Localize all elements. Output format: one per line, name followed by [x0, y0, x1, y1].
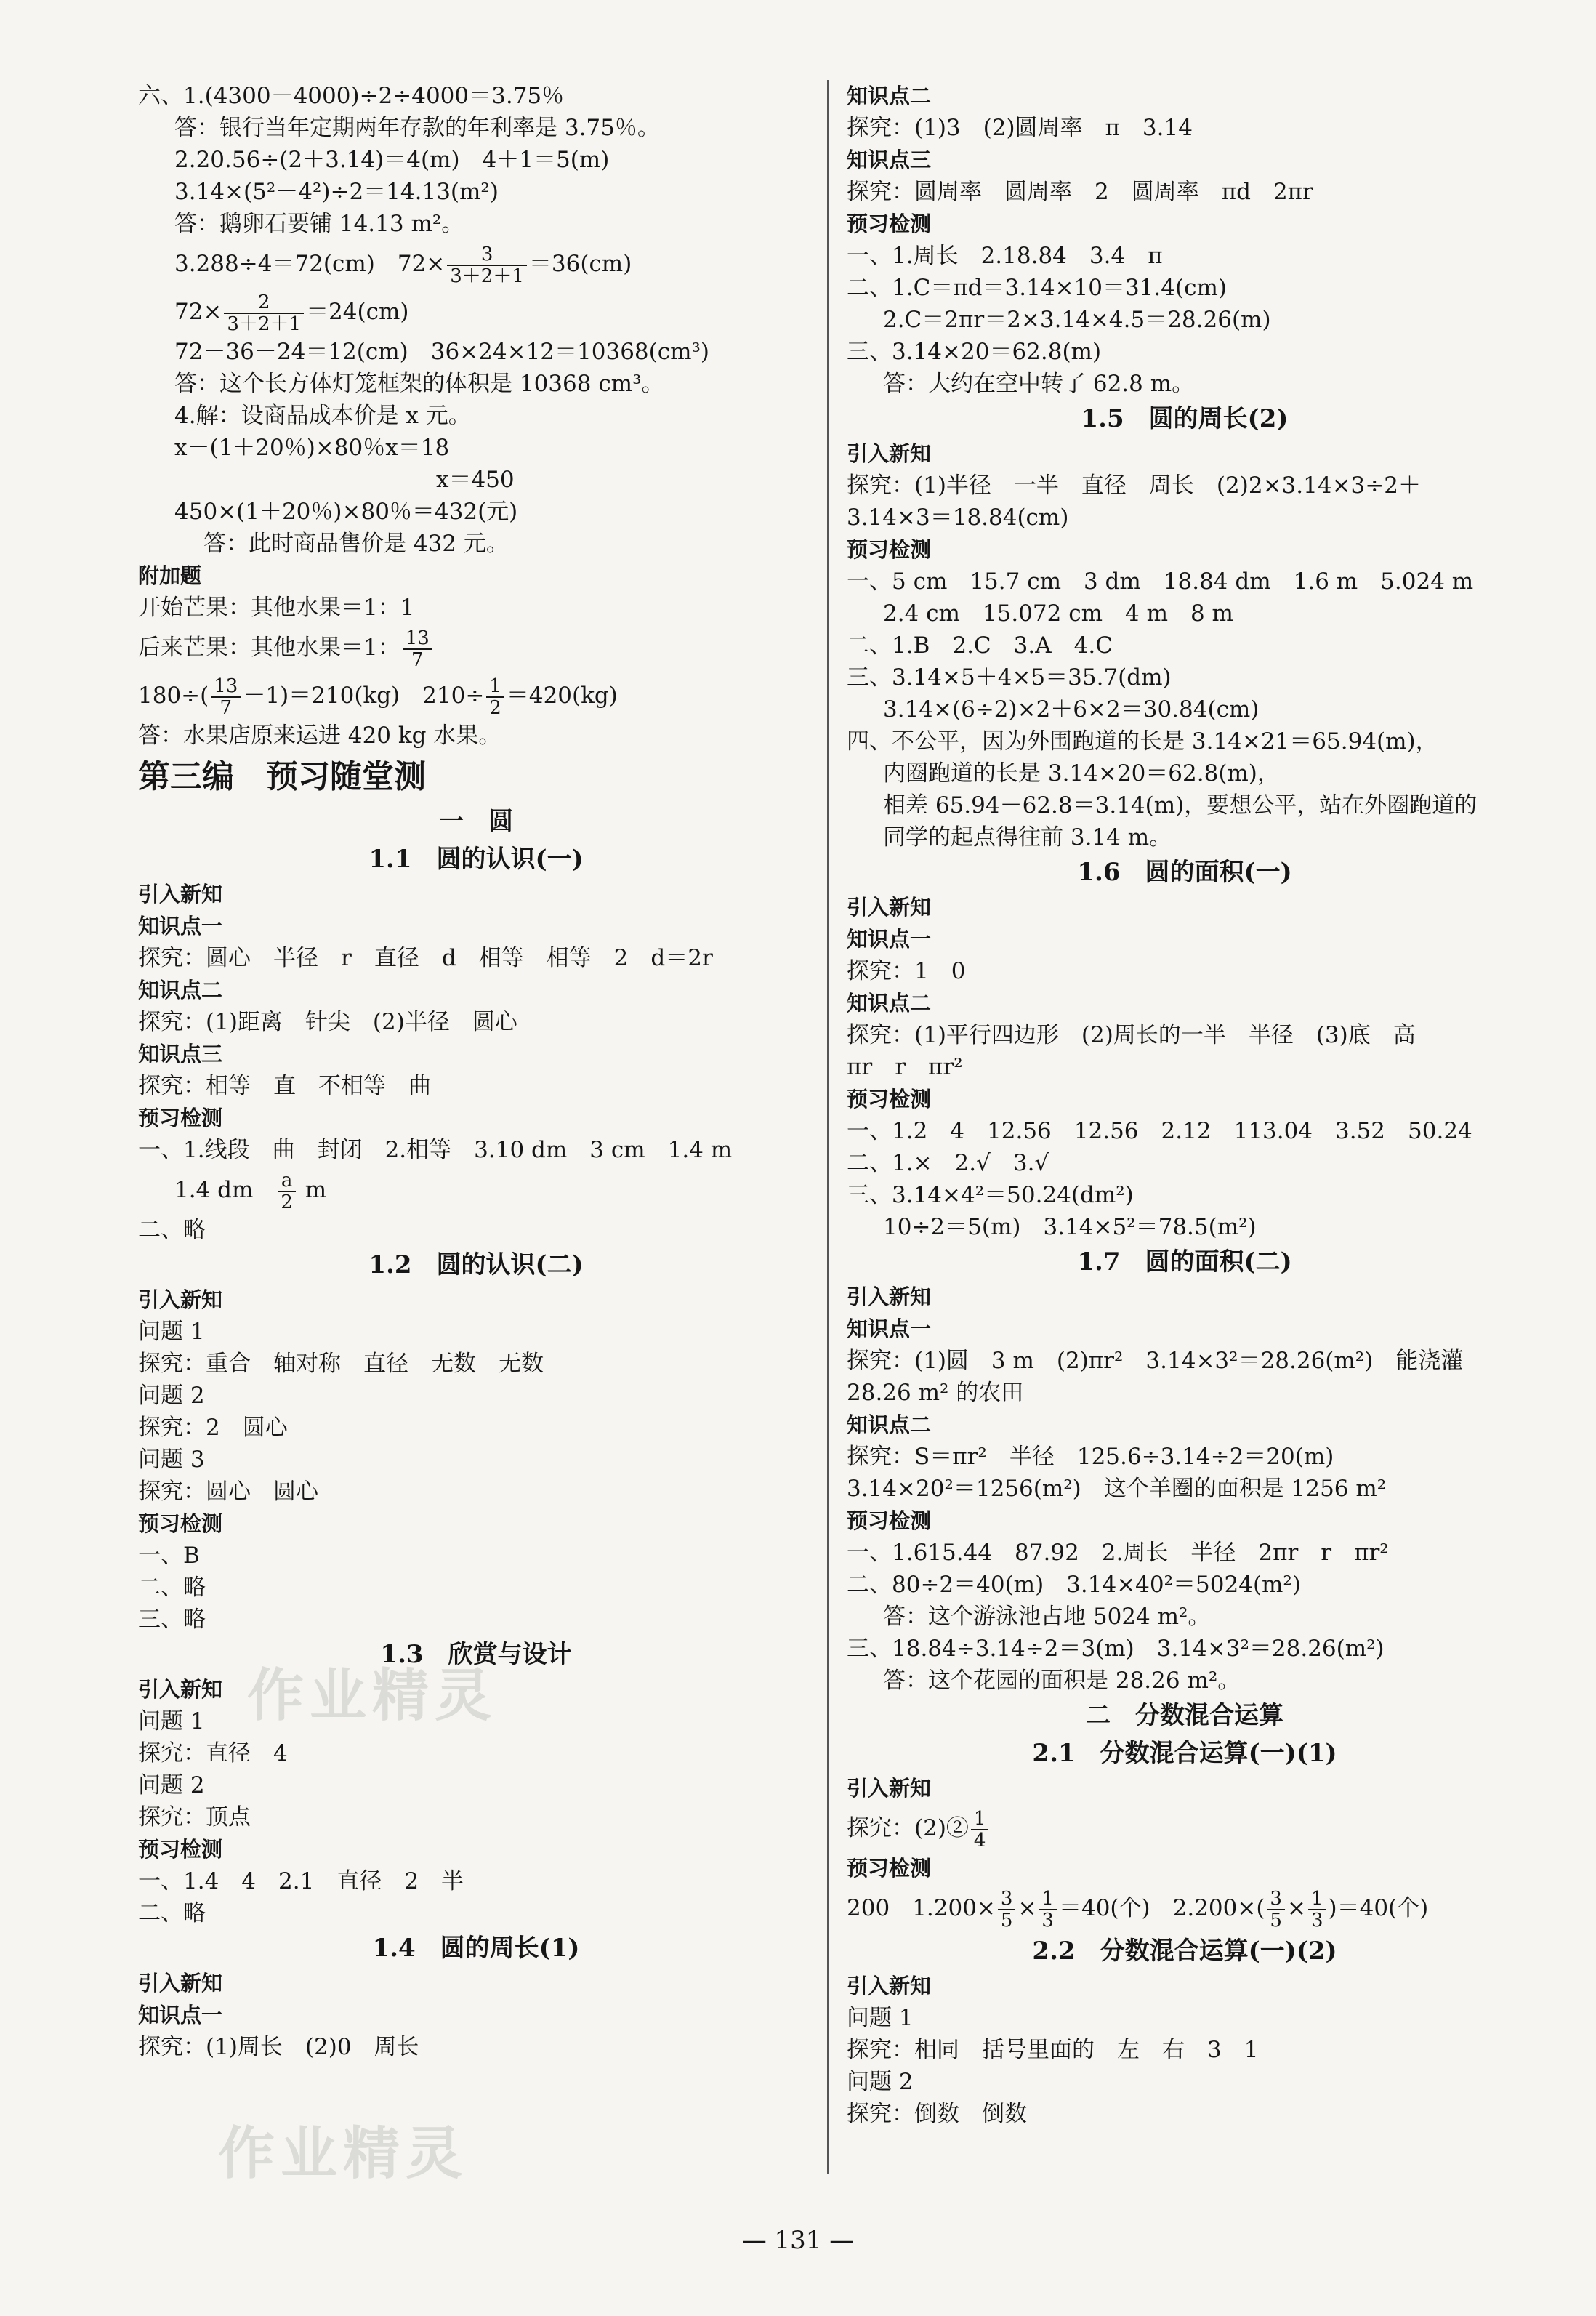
- text-run: 预习检测: [847, 1508, 932, 1533]
- fraction: [447, 244, 527, 286]
- text-line: [847, 789, 1523, 821]
- section-label: [138, 1999, 814, 2031]
- text-line: [138, 1316, 814, 1348]
- section-label: [138, 910, 814, 942]
- text-run: 三、3.14×4²＝50.24(dm²): [847, 1182, 1134, 1208]
- text-run: ×: [1017, 1895, 1037, 1921]
- text-run: 预习检测: [847, 1856, 932, 1881]
- text-line: [847, 2034, 1523, 2066]
- text-run: 问题 1: [847, 2005, 914, 2031]
- text-line: [138, 432, 814, 464]
- section-title: [847, 1734, 1523, 1772]
- fraction: [1039, 1889, 1057, 1931]
- text-run: 1.4 dm: [174, 1177, 276, 1203]
- fraction-denominator: 5: [1000, 1909, 1013, 1931]
- text-run: 后来芒果：其他水果＝1：: [138, 635, 400, 661]
- text-run: 二、1.B 2.C 3.A 4.C: [847, 632, 1113, 659]
- text-run: 一、5 cm 15.7 cm 3 dm 18.84 dm 1.6 m 5.024 m: [847, 568, 1474, 595]
- text-run: 预习检测: [847, 1087, 932, 1111]
- text-run: 72×: [174, 299, 222, 325]
- text-run: 3.14×(5²－4²)÷2＝14.13(m²): [174, 179, 499, 205]
- text-run: 一、1.周长 2.18.84 3.4 π: [847, 243, 1163, 269]
- text-run: 三、略: [138, 1607, 206, 1633]
- text-run: 探究：顶点: [138, 1804, 251, 1830]
- text-line: [138, 672, 814, 720]
- fraction-numerator: a: [278, 1170, 296, 1192]
- fraction: [486, 676, 504, 718]
- section-label: [847, 1852, 1523, 1884]
- text-line: [138, 1444, 814, 1476]
- text-run: 1.2 圆的认识(二): [368, 1250, 584, 1279]
- text-line: [847, 1804, 1523, 1852]
- section-title: [847, 1697, 1523, 1734]
- text-run: 探究：倒数 倒数: [847, 2101, 1027, 2127]
- section-label: [847, 80, 1523, 112]
- section-label: [138, 1038, 814, 1070]
- text-run: 问题 2: [847, 2069, 914, 2095]
- section-label: [847, 891, 1523, 923]
- text-run: 引入新知: [138, 1677, 223, 1702]
- text-run: 探究：相同 括号里面的 左 右 3 1: [847, 2037, 1259, 2063]
- fraction-numerator: 3: [447, 244, 527, 266]
- text-run: 知识点二: [847, 84, 932, 108]
- fraction-numerator: 3: [998, 1889, 1016, 1910]
- text-line: [138, 720, 814, 752]
- text-line: [847, 2098, 1523, 2130]
- section-label: [847, 1772, 1523, 1804]
- fraction: [224, 292, 304, 334]
- text-line: [847, 240, 1523, 272]
- section-title: [847, 400, 1523, 438]
- text-run: 一、1.线段 曲 封闭 2.相等 3.10 dm 3 cm 1.4 m: [138, 1137, 733, 1163]
- text-run: 预习检测: [138, 1106, 223, 1130]
- text-line: [138, 1897, 814, 1929]
- text-run: 72－36－24＝12(cm) 36×24×12＝10368(cm³): [174, 339, 710, 365]
- section-title: [847, 853, 1523, 891]
- text-line: [138, 2031, 814, 2063]
- text-run: 问题 1: [138, 1319, 205, 1345]
- fraction-numerator: 1: [971, 1809, 989, 1830]
- text-run: 2.2 分数混合运算(一)(2): [1032, 1937, 1337, 1966]
- text-run: 探究：(1)3 (2)圆周率 π 3.14: [847, 115, 1193, 141]
- text-run: ＝420(kg): [506, 683, 618, 709]
- text-line: [847, 304, 1523, 336]
- text-run: 开始芒果：其他水果＝1：1: [138, 595, 415, 621]
- text-run: 二、80÷2＝40(m) 3.14×40²＝5024(m²): [847, 1572, 1301, 1598]
- text-line: [847, 502, 1523, 534]
- text-run: 引入新知: [847, 1284, 932, 1309]
- text-run: 10÷2＝5(m) 3.14×5²＝78.5(m²): [883, 1214, 1257, 1240]
- text-run: πr r πr²: [847, 1054, 963, 1080]
- text-line: [847, 630, 1523, 662]
- text-run: 探究：圆心 半径 r 直径 d 相等 相等 2 d＝2r: [138, 945, 713, 971]
- text-line: [138, 1572, 814, 1604]
- text-line: [138, 942, 814, 974]
- text-line: [847, 1665, 1523, 1697]
- text-run: ＝40(个) 2.200×(: [1058, 1895, 1265, 1921]
- text-run: 知识点三: [847, 148, 932, 172]
- text-run: 预习检测: [138, 1837, 223, 1862]
- fraction: [1267, 1889, 1285, 1931]
- text-line: [847, 1345, 1523, 1377]
- text-run: 引入新知: [847, 1974, 932, 1998]
- section-label: [847, 1281, 1523, 1313]
- text-line: [847, 1569, 1523, 1601]
- text-run: 预习检测: [847, 537, 932, 562]
- text-line: [138, 288, 814, 336]
- column-divider: [827, 80, 829, 2174]
- text-run: 1.7 圆的面积(二): [1077, 1247, 1292, 1276]
- text-run: 预习检测: [138, 1511, 223, 1536]
- text-line: [138, 1604, 814, 1636]
- text-run: 答：此时商品售价是 432 元。: [203, 531, 509, 557]
- text-run: 一、1.2 4 12.56 12.56 2.12 113.04 3.52 50.24: [847, 1118, 1472, 1144]
- text-run: 六、1.(4300－4000)÷2÷4000＝3.75％: [138, 83, 565, 109]
- text-run: 探究：(2)②: [847, 1815, 969, 1841]
- text-line: [138, 1769, 814, 1801]
- text-line: [847, 1377, 1523, 1409]
- text-run: 知识点三: [138, 1042, 223, 1066]
- section-label: [138, 1833, 814, 1865]
- text-run: 1.6 圆的面积(一): [1077, 858, 1292, 887]
- section-label: [847, 923, 1523, 955]
- fraction-denominator: 7: [411, 648, 424, 671]
- text-line: [847, 693, 1523, 725]
- part-title: [138, 752, 814, 803]
- text-run: 同学的起点得往前 3.14 m。: [883, 824, 1172, 851]
- text-line: [138, 240, 814, 288]
- fraction-numerator: 13: [211, 676, 241, 698]
- text-run: 答：银行当年定期两年存款的年利率是 3.75％。: [174, 115, 660, 141]
- section-title: [138, 803, 814, 840]
- text-line: [138, 1006, 814, 1038]
- text-run: 2.C＝2πr＝2×3.14×4.5＝28.26(m): [883, 307, 1271, 333]
- section-label: [847, 1505, 1523, 1537]
- text-run: 3.288÷4＝72(cm) 72×: [174, 251, 446, 277]
- fraction-denominator: 3＋2＋1: [450, 265, 524, 287]
- text-run: 知识点一: [847, 927, 932, 952]
- text-run: 问题 2: [138, 1383, 205, 1409]
- text-line: [138, 1476, 814, 1508]
- section-title: [847, 1932, 1523, 1970]
- fraction: [971, 1809, 989, 1851]
- text-line: [847, 1115, 1523, 1147]
- text-run: 四、不公平，因为外围跑道的长是 3.14×21＝65.94(m)，: [847, 728, 1438, 755]
- text-run: 知识点二: [847, 1412, 932, 1437]
- text-run: 4.解：设商品成本价是 x 元。: [174, 403, 471, 429]
- text-line: [138, 400, 814, 432]
- right-column: [847, 80, 1523, 2130]
- text-line: [847, 1211, 1523, 1243]
- fraction-denominator: 3: [1041, 1909, 1054, 1931]
- text-run: 1.5 圆的周长(2): [1081, 404, 1289, 433]
- text-line: [138, 1801, 814, 1833]
- text-run: 二、略: [138, 1217, 206, 1243]
- fraction: [998, 1889, 1016, 1931]
- section-title: [138, 1246, 814, 1284]
- text-run: x－(1＋20％)×80％x＝18: [174, 435, 450, 461]
- section-label: [138, 1508, 814, 1540]
- text-run: －1)＝210(kg) 210÷: [243, 683, 485, 709]
- text-line: [847, 272, 1523, 304]
- text-line: [847, 1537, 1523, 1569]
- text-line: [847, 1441, 1523, 1473]
- text-run: 3.14×(6÷2)×2＋6×2＝30.84(cm): [883, 696, 1260, 723]
- text-run: 二、1.× 2.√ 3.√: [847, 1150, 1049, 1176]
- text-line: [847, 1601, 1523, 1633]
- text-run: x＝450: [436, 467, 515, 493]
- text-line: [847, 1633, 1523, 1665]
- section-label: [847, 1313, 1523, 1345]
- text-line: [138, 464, 814, 496]
- text-line: [138, 1412, 814, 1444]
- section-label: [847, 1083, 1523, 1115]
- text-run: 附加题: [138, 563, 202, 588]
- text-run: 2.4 cm 15.072 cm 4 m 8 m: [883, 600, 1233, 627]
- text-run: 1.3 欣赏与设计: [380, 1640, 572, 1669]
- text-line: [138, 1380, 814, 1412]
- text-line: [138, 176, 814, 208]
- text-run: 探究：2 圆心: [138, 1415, 288, 1441]
- text-line: [847, 112, 1523, 144]
- text-run: 180÷(: [138, 683, 209, 709]
- text-line: [847, 821, 1523, 853]
- text-run: 引入新知: [138, 1971, 223, 1995]
- text-run: ＝24(cm): [306, 299, 409, 325]
- text-run: 知识点二: [847, 991, 932, 1016]
- fraction-numerator: 3: [1267, 1889, 1285, 1910]
- section-label: [138, 1967, 814, 1999]
- text-line: [138, 1134, 814, 1166]
- text-run: 二、略: [138, 1575, 206, 1601]
- text-run: 3.14×3＝18.84(cm): [847, 504, 1069, 531]
- text-run: 问题 3: [138, 1447, 205, 1473]
- text-run: 探究：圆心 圆心: [138, 1479, 318, 1505]
- text-line: [847, 1051, 1523, 1083]
- text-line: [138, 592, 814, 624]
- left-column: [138, 80, 814, 2063]
- text-line: [847, 368, 1523, 400]
- text-run: 引入新知: [847, 895, 932, 920]
- section-title: [138, 840, 814, 878]
- fraction: [1308, 1889, 1326, 1931]
- text-line: [138, 1865, 814, 1897]
- text-run: 探究：(1)距离 针尖 (2)半径 圆心: [138, 1009, 517, 1035]
- fraction-numerator: 13: [403, 628, 432, 650]
- text-run: 答：这个长方体灯笼框架的体积是 10368 cm³。: [174, 371, 664, 397]
- text-run: 问题 1: [138, 1708, 205, 1734]
- watermark: 作业精灵: [247, 1663, 498, 1729]
- section-label: [847, 987, 1523, 1019]
- text-run: 探究：(1)周长 (2)0 周长: [138, 2034, 419, 2060]
- fraction: [403, 628, 432, 670]
- text-line: [847, 1147, 1523, 1179]
- section-label: [847, 438, 1523, 470]
- fraction-numerator: 1: [486, 676, 504, 698]
- text-line: [138, 1348, 814, 1380]
- section-label: [138, 878, 814, 910]
- fraction-denominator: 4: [973, 1829, 986, 1851]
- text-run: 预习检测: [847, 212, 932, 236]
- text-run: 答：水果店原来运进 420 kg 水果。: [138, 723, 501, 749]
- text-run: 2.1 分数混合运算(一)(1): [1032, 1739, 1337, 1768]
- section-label: [847, 534, 1523, 566]
- text-line: [138, 208, 814, 240]
- text-run: 答：鹅卵石要铺 14.13 m²。: [174, 211, 464, 237]
- text-line: [847, 2002, 1523, 2034]
- fraction-denominator: 5: [1270, 1909, 1282, 1931]
- text-run: 一、1.4 4 2.1 直径 2 半: [138, 1868, 464, 1894]
- text-line: [138, 496, 814, 528]
- text-run: 3.14×20²＝1256(m²) 这个羊圈的面积是 1256 m²: [847, 1476, 1387, 1502]
- text-line: [847, 1884, 1523, 1932]
- text-line: [138, 528, 814, 560]
- text-run: 一、B: [138, 1543, 200, 1569]
- text-run: 三、3.14×20＝62.8(m): [847, 339, 1102, 365]
- text-line: [847, 470, 1523, 502]
- text-line: [847, 662, 1523, 693]
- text-line: [138, 112, 814, 144]
- text-run: 引入新知: [847, 441, 932, 466]
- section-label: [138, 1102, 814, 1134]
- text-run: 探究：S＝πr² 半径 125.6÷3.14÷2＝20(m): [847, 1444, 1334, 1470]
- section-label: [847, 144, 1523, 176]
- text-run: 探究：圆周率 圆周率 2 圆周率 πd 2πr: [847, 179, 1313, 205]
- text-run: 二、1.C＝πd＝3.14×10＝31.4(cm): [847, 275, 1227, 301]
- text-line: [847, 2066, 1523, 2098]
- fraction-denominator: 2: [489, 696, 501, 719]
- text-run: ＝36(cm): [528, 251, 632, 277]
- text-line: [138, 1737, 814, 1769]
- text-run: 28.26 m² 的农田: [847, 1380, 1024, 1406]
- text-run: )＝40(个): [1328, 1895, 1429, 1921]
- text-run: 2.20.56÷(2＋3.14)＝4(m) 4＋1＝5(m): [174, 147, 610, 173]
- text-run: 探究：(1)圆 3 m (2)πr² 3.14×3²＝28.26(m²) 能浇灌: [847, 1348, 1464, 1374]
- watermark: 作业精灵: [218, 2121, 469, 2187]
- text-run: 200 1.200×: [847, 1895, 996, 1921]
- text-run: 知识点二: [138, 978, 223, 1002]
- text-run: 一、1.615.44 87.92 2.周长 半径 2πr r πr²: [847, 1540, 1389, 1566]
- section-title: [847, 1243, 1523, 1281]
- text-run: 一 圆: [439, 807, 513, 836]
- text-run: ×: [1286, 1895, 1306, 1921]
- text-run: 答：大约在空中转了 62.8 m。: [883, 371, 1195, 397]
- text-line: [847, 725, 1523, 757]
- text-run: 二 分数混合运算: [1086, 1701, 1283, 1730]
- section-title: [138, 1929, 814, 1967]
- section-label: [138, 1284, 814, 1316]
- text-run: 探究：直径 4: [138, 1740, 288, 1766]
- text-line: [847, 176, 1523, 208]
- text-line: [138, 1214, 814, 1246]
- fraction-denominator: 3: [1310, 1909, 1323, 1931]
- text-run: 知识点一: [847, 1316, 932, 1341]
- text-line: [138, 1166, 814, 1214]
- text-run: 探究：(1)半径 一半 直径 周长 (2)2×3.14×3÷2＋: [847, 473, 1421, 499]
- fraction-denominator: 3＋2＋1: [227, 313, 302, 335]
- text-line: [847, 566, 1523, 598]
- section-label: [847, 208, 1523, 240]
- text-line: [847, 1179, 1523, 1211]
- section-label: [138, 974, 814, 1006]
- text-run: 三、3.14×5＋4×5＝35.7(dm): [847, 664, 1172, 691]
- fraction: [211, 676, 241, 718]
- section-label: [138, 560, 814, 592]
- text-run: 探究：重合 轴对称 直径 无数 无数: [138, 1351, 544, 1377]
- fraction-denominator: 2: [281, 1191, 293, 1213]
- text-run: 二、略: [138, 1900, 206, 1926]
- text-run: 内圈跑道的长是 3.14×20＝62.8(m)，: [883, 760, 1280, 787]
- text-line: [847, 955, 1523, 987]
- text-line: [847, 336, 1523, 368]
- text-line: [138, 336, 814, 368]
- text-run: 1.4 圆的周长(1): [372, 1934, 580, 1963]
- text-line: [138, 144, 814, 176]
- text-run: 探究：(1)平行四边形 (2)周长的一半 半径 (3)底 高: [847, 1022, 1416, 1048]
- fraction: [278, 1170, 296, 1213]
- text-run: 探究：1 0: [847, 958, 966, 984]
- text-run: 答：这个花园的面积是 28.26 m²。: [883, 1668, 1241, 1694]
- text-line: [847, 598, 1523, 630]
- text-run: 答：这个游泳池占地 5024 m²。: [883, 1604, 1211, 1630]
- text-run: 第三编 预习随堂测: [138, 758, 426, 795]
- text-run: 1.1 圆的认识(一): [368, 845, 584, 874]
- text-line: [138, 1070, 814, 1102]
- section-label: [847, 1409, 1523, 1441]
- fraction-numerator: 1: [1308, 1889, 1326, 1910]
- fraction-numerator: 2: [224, 292, 304, 314]
- text-line: [847, 1019, 1523, 1051]
- text-run: 知识点一: [138, 2003, 223, 2027]
- text-line: [847, 757, 1523, 789]
- text-run: m: [297, 1177, 327, 1203]
- text-run: 三、18.84÷3.14÷2＝3(m) 3.14×3²＝28.26(m²): [847, 1636, 1385, 1662]
- text-line: [847, 1473, 1523, 1505]
- text-run: 引入新知: [138, 1287, 223, 1312]
- fraction-numerator: 1: [1039, 1889, 1057, 1910]
- text-run: 引入新知: [138, 882, 223, 906]
- text-run: 450×(1＋20％)×80％＝432(元): [174, 499, 518, 525]
- text-run: 引入新知: [847, 1776, 932, 1801]
- section-label: [847, 1970, 1523, 2002]
- text-run: 相差 65.94－62.8＝3.14(m)，要想公平，站在外圈跑道的: [883, 792, 1478, 819]
- text-line: [138, 624, 814, 672]
- text-run: 问题 2: [138, 1772, 205, 1798]
- page-number: — 131 —: [741, 2226, 855, 2255]
- text-run: 知识点一: [138, 914, 223, 938]
- text-line: [138, 1540, 814, 1572]
- text-line: [138, 368, 814, 400]
- fraction-denominator: 7: [219, 696, 233, 719]
- text-line: [138, 80, 814, 112]
- text-run: 探究：相等 直 不相等 曲: [138, 1073, 431, 1099]
